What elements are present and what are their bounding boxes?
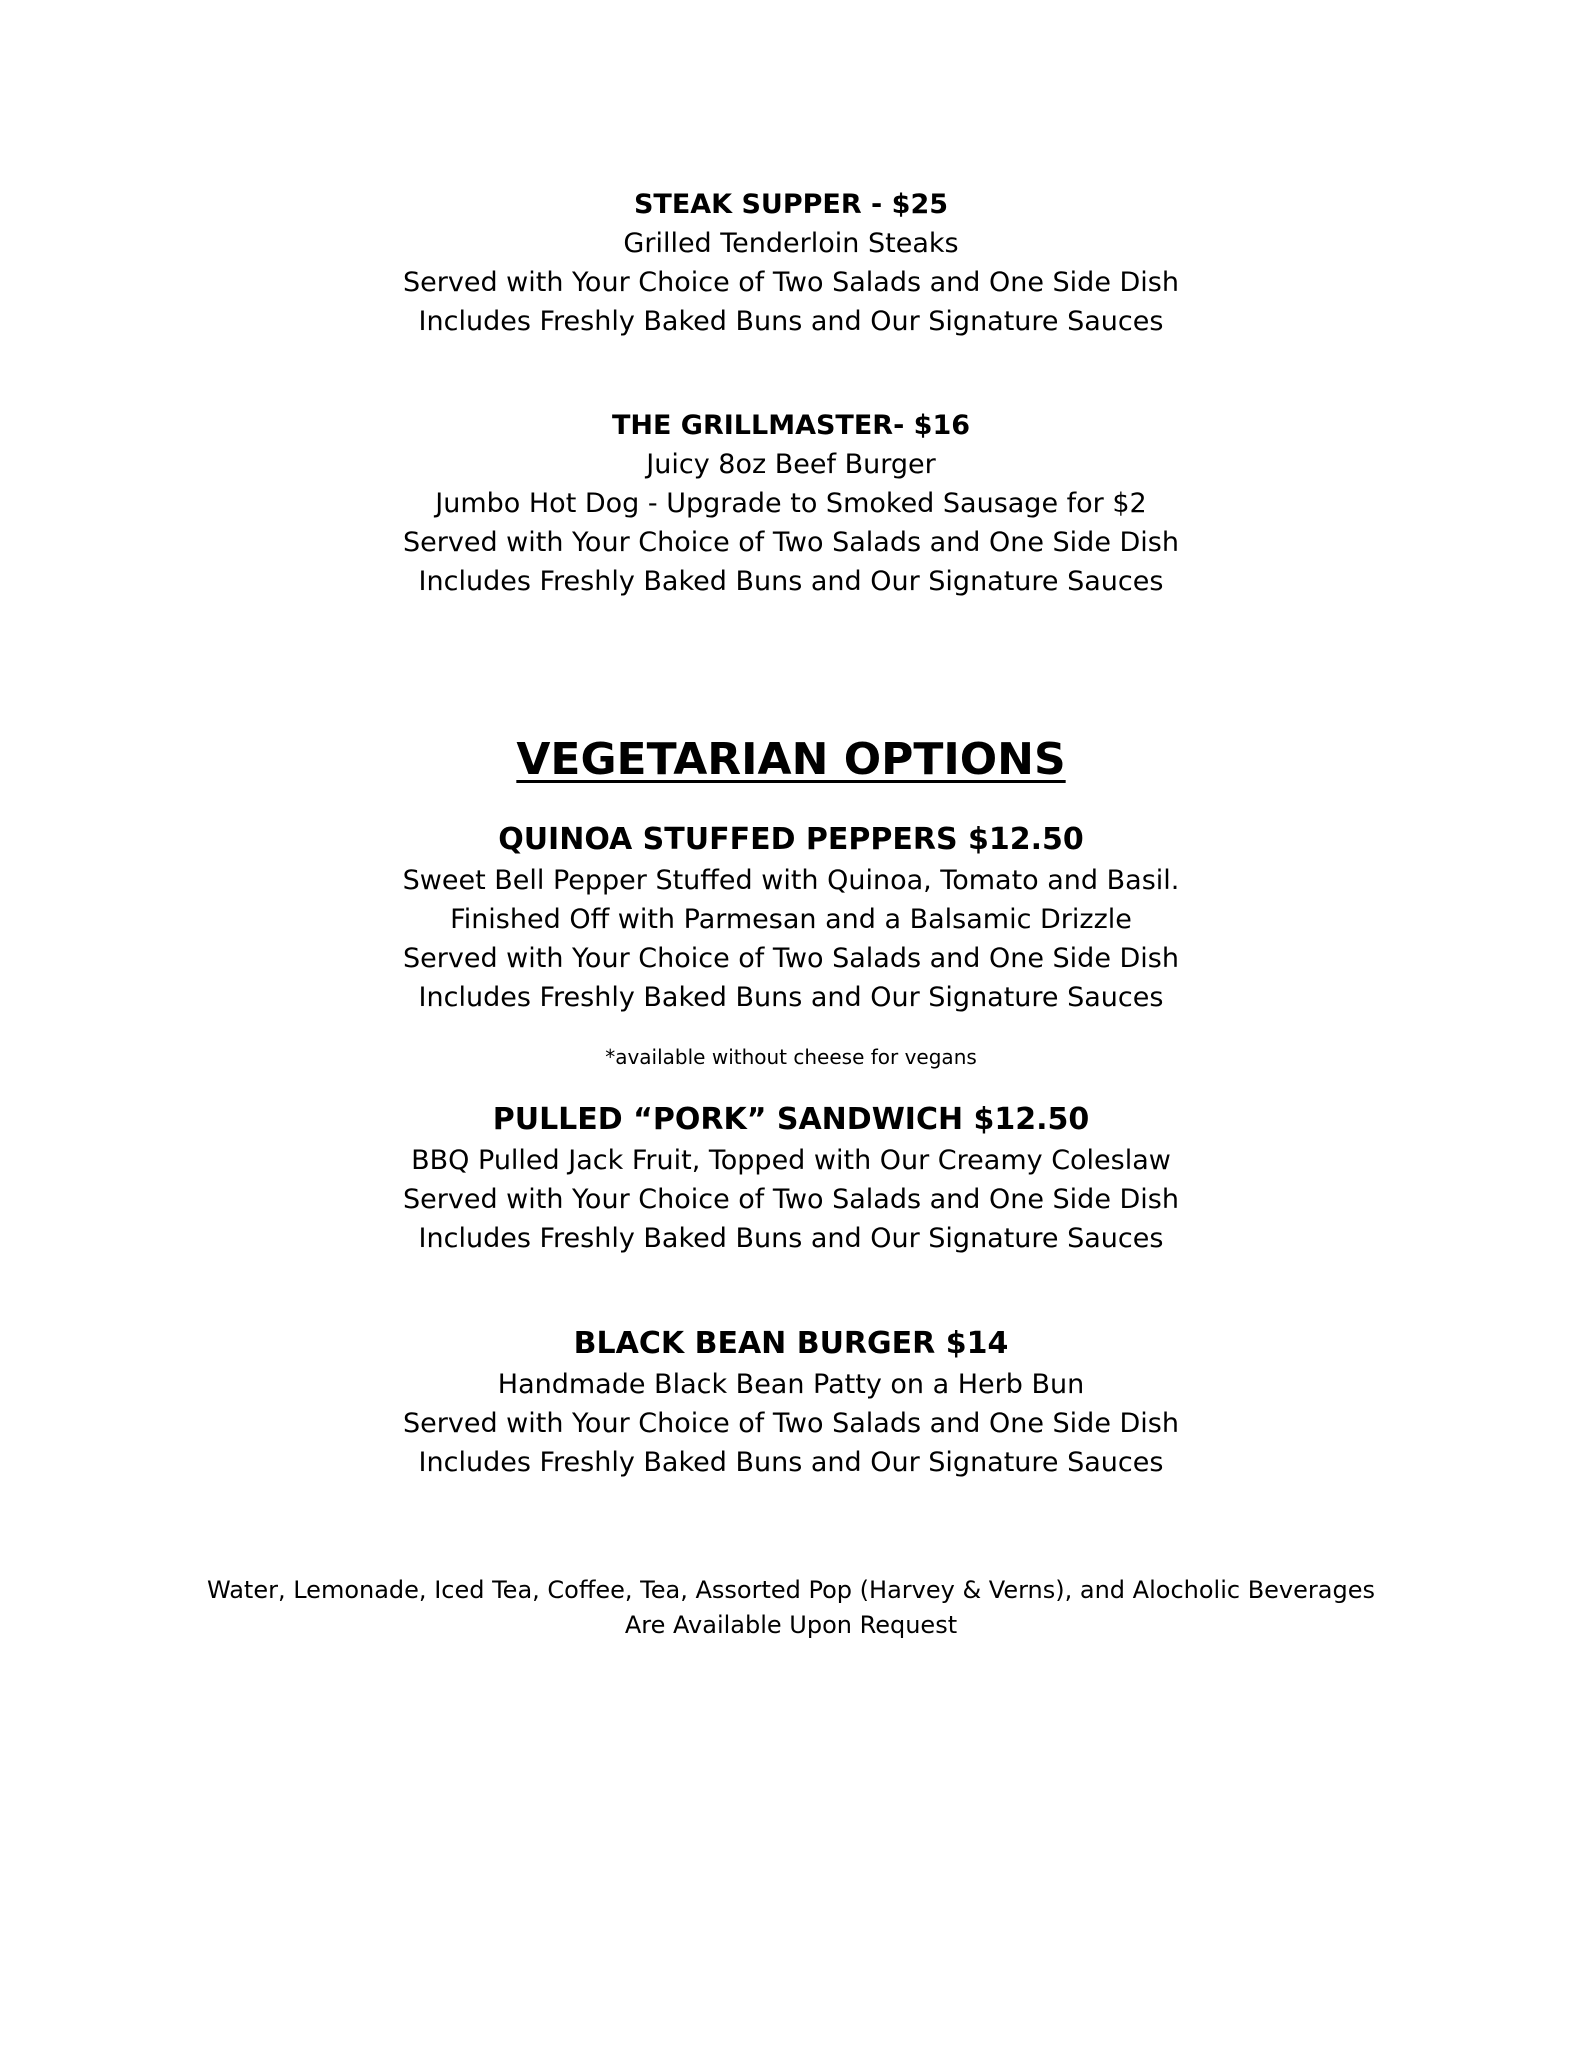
vegan-note	[0, 1042, 1582, 1072]
item-title: QUINOA STUFFED PEPPERS $12.50	[498, 822, 1084, 857]
item-description: Includes Freshly Baked Buns and Our Signature Sauces	[418, 306, 1164, 337]
item-description: Includes Freshly Baked Buns and Our Signature Sauces	[418, 566, 1164, 597]
section-heading-vegetarian	[0, 732, 1582, 788]
item-description: Served with Your Choice of Two Salads and One Side Dish	[403, 527, 1179, 558]
footer-line: Are Available Upon Request	[624, 1611, 958, 1639]
item-description: Served with Your Choice of Two Salads and One Side Dish	[403, 1184, 1179, 1215]
beverages-footer	[0, 1573, 1582, 1643]
item-description: Served with Your Choice of Two Salads and One Side Dish	[403, 943, 1179, 974]
menu-item-steak-supper	[0, 185, 1582, 341]
item-title: BLACK BEAN BURGER $14	[573, 1326, 1009, 1361]
item-description: Sweet Bell Pepper Stuffed with Quinoa, Tomato and Basil.	[402, 865, 1180, 896]
item-title: PULLED “PORK” SANDWICH $12.50	[492, 1102, 1090, 1137]
item-description: Jumbo Hot Dog - Upgrade to Smoked Sausage for $2	[435, 488, 1147, 519]
item-description: Handmade Black Bean Patty on a Herb Bun	[497, 1369, 1085, 1400]
item-description: Served with Your Choice of Two Salads and One Side Dish	[403, 267, 1179, 298]
menu-item-black-bean-burger	[0, 1323, 1582, 1482]
item-description: Finished Off with Parmesan and a Balsamic Drizzle	[450, 904, 1132, 935]
item-description: Juicy 8oz Beef Burger	[646, 449, 936, 480]
item-description: BBQ Pulled Jack Fruit, Topped with Our Creamy Coleslaw	[411, 1145, 1171, 1176]
item-description: Includes Freshly Baked Buns and Our Signature Sauces	[418, 1447, 1164, 1478]
item-description: Served with Your Choice of Two Salads and One Side Dish	[403, 1408, 1179, 1439]
item-title: STEAK SUPPER - $25	[633, 189, 949, 220]
item-description: Grilled Tenderloin Steaks	[623, 228, 959, 259]
item-title: THE GRILLMASTER- $16	[611, 410, 971, 441]
section-heading: VEGETARIAN OPTIONS	[516, 734, 1066, 785]
footer-line: Water, Lemonade, Iced Tea, Coffee, Tea, Assorted Pop (Harvey & Verns), and Alocholic Beverages	[207, 1576, 1375, 1604]
menu-item-grillmaster	[0, 406, 1582, 601]
menu-item-quinoa-peppers	[0, 819, 1582, 1017]
item-description: Includes Freshly Baked Buns and Our Signature Sauces	[418, 982, 1164, 1013]
item-note: *available without cheese for vegans	[605, 1045, 977, 1069]
menu-item-pulled-pork	[0, 1099, 1582, 1258]
item-description: Includes Freshly Baked Buns and Our Signature Sauces	[418, 1223, 1164, 1254]
